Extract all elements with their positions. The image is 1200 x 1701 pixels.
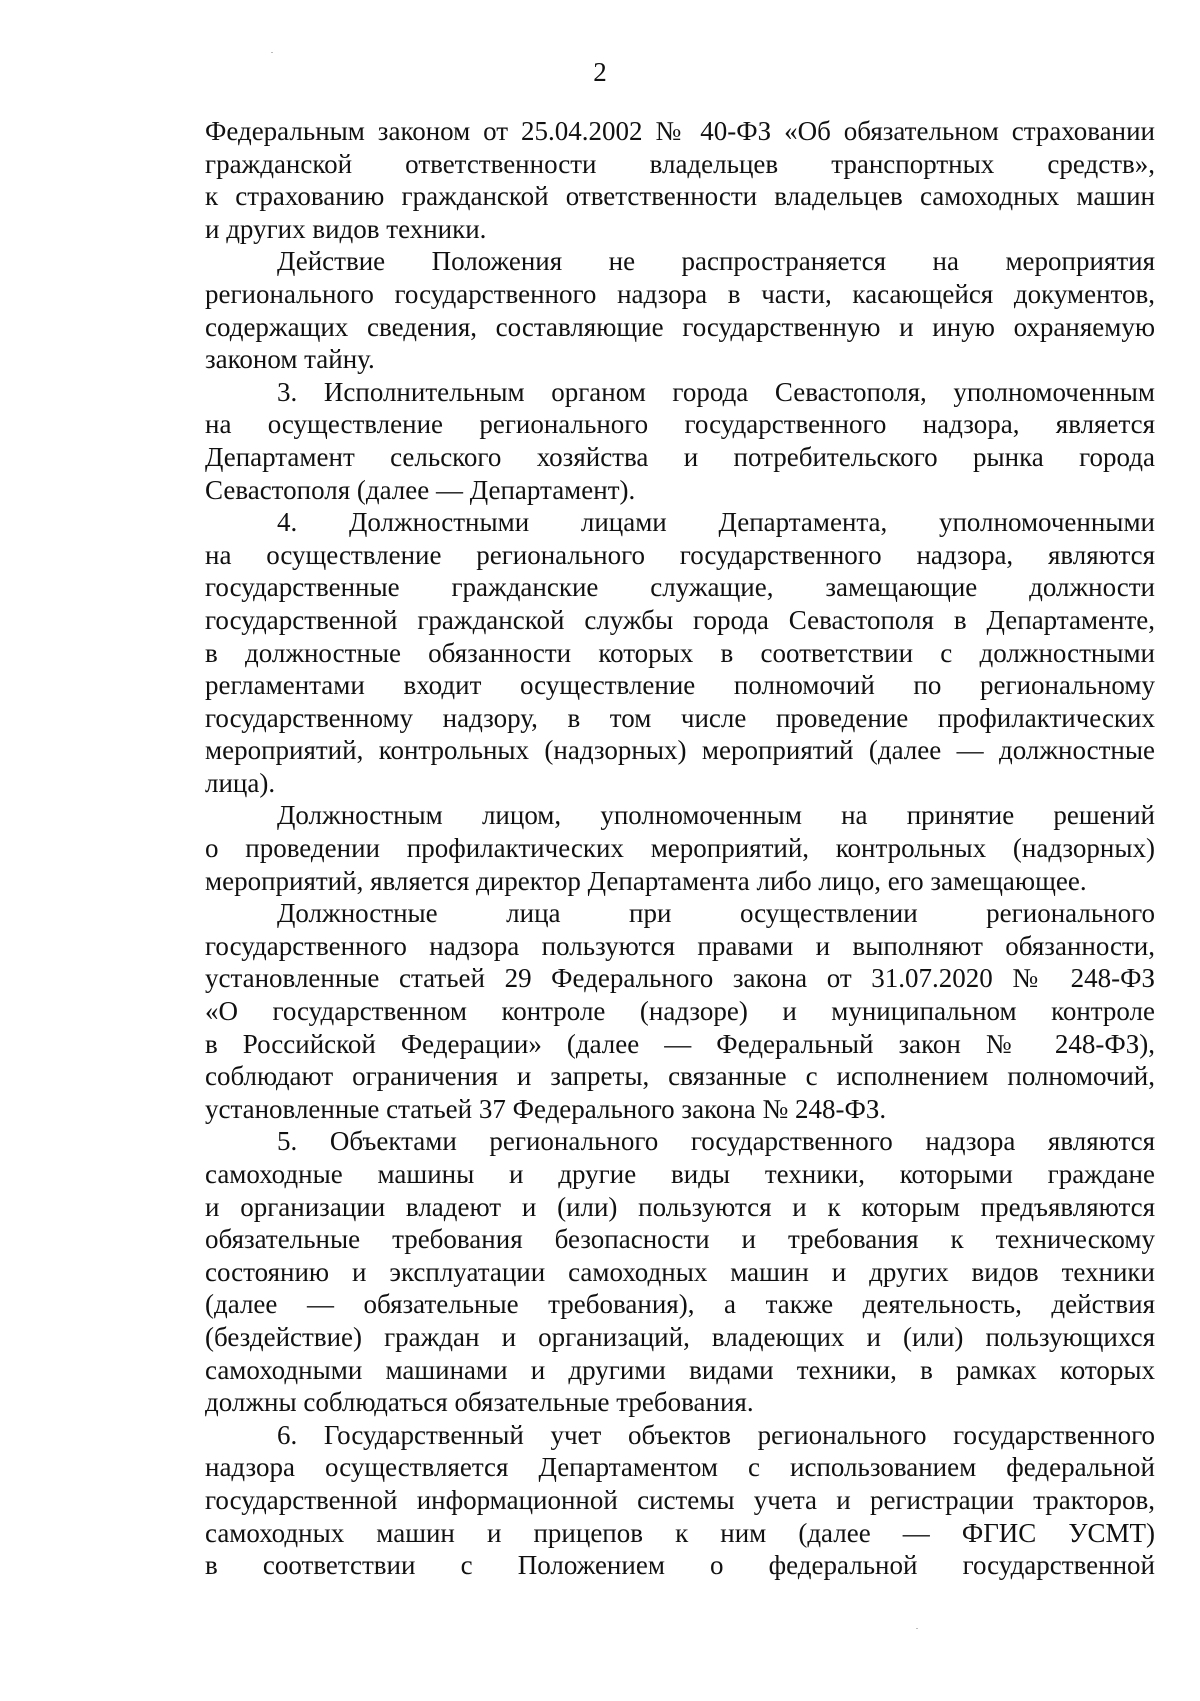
text-line: должны соблюдаться обязательные требования. bbox=[205, 1387, 754, 1418]
text-line: Севастополя (далее — Департамент). bbox=[205, 474, 636, 505]
text-line: законом тайну. bbox=[205, 344, 375, 375]
text-line: соблюдают ограничения и запреты, связанные с исполнением полномочий, bbox=[205, 1061, 1155, 1092]
text-line: Действие Положения не распространяется на мероприятия bbox=[277, 246, 1155, 277]
text-line: самоходными машинами и другими видами техники, в рамках которых bbox=[205, 1354, 1155, 1385]
text-line: установленные статьей 29 Федерального закона от 31.07.2020 № 248-ФЗ bbox=[205, 963, 1155, 994]
text-line: мероприятий, является директор Департамента либо лицо, его замещающее. bbox=[205, 865, 1087, 896]
text-line: (бездействие) граждан и организаций, владеющих и (или) пользующихся bbox=[205, 1321, 1155, 1352]
text-line: в Российской Федерации» (далее — Федеральный закон № 248-ФЗ), bbox=[205, 1028, 1155, 1059]
paragraph bbox=[205, 376, 1155, 506]
text-line: установленные статьей 37 Федерального закона № 248-ФЗ. bbox=[205, 1093, 887, 1124]
text-line: о проведении профилактических мероприятий, контрольных (надзорных) bbox=[205, 833, 1155, 864]
text-line: гражданской ответственности владельцев транспортных средств», bbox=[205, 148, 1155, 179]
document-body bbox=[205, 115, 1155, 1582]
text-line: 4. Должностными лицами Департамента, уполномоченными bbox=[277, 507, 1155, 538]
text-line: в соответствии с Положением о федеральной государственной bbox=[205, 1550, 1155, 1581]
text-line: лица). bbox=[205, 767, 276, 798]
page-number: 2 bbox=[593, 57, 607, 87]
text-line: регионального государственного надзора в части, касающейся документов, bbox=[205, 278, 1155, 309]
text-line: Федеральным законом от 25.04.2002 № 40-ФЗ «Об обязательном страховании bbox=[205, 116, 1155, 146]
text-line: государственные гражданские служащие, замещающие должности bbox=[205, 572, 1155, 603]
text-line: самоходные машины и другие виды техники, которыми граждане bbox=[205, 1159, 1155, 1189]
text-line: в должностные обязанности которых в соответствии с должностными bbox=[205, 637, 1155, 668]
text-line: регламентами входит осуществление полномочий по региональному bbox=[205, 670, 1155, 701]
paragraph bbox=[205, 799, 1155, 897]
paragraph bbox=[205, 506, 1155, 799]
paragraph bbox=[205, 245, 1155, 375]
text-line: к страхованию гражданской ответственности владельцев самоходных машин bbox=[205, 181, 1155, 212]
text-line: 6. Государственный учет объектов регионального государственного bbox=[277, 1419, 1155, 1450]
text-line: обязательные требования безопасности и требования к техническому bbox=[205, 1224, 1155, 1255]
text-line: государственной информационной системы учета и регистрации тракторов, bbox=[205, 1484, 1155, 1515]
scan-speck bbox=[916, 1628, 918, 1629]
text-line: на осуществление регионального государственного надзора, являются bbox=[205, 539, 1155, 570]
scan-speck bbox=[271, 52, 273, 53]
text-line: самоходных машин и прицепов к ним (далее — ФГИС УСМТ) bbox=[205, 1517, 1155, 1548]
text-line: состоянию и эксплуатации самоходных машин и других видов техники bbox=[205, 1256, 1155, 1287]
text-line: мероприятий, контрольных (надзорных) мероприятий (далее — должностные bbox=[205, 735, 1155, 766]
text-line: 5. Объектами регионального государственного надзора являются bbox=[277, 1126, 1155, 1157]
text-line: государственной гражданской службы города Севастополя в Департаменте, bbox=[205, 604, 1155, 635]
text-line: 3. Исполнительным органом города Севастополя, уполномоченным bbox=[277, 376, 1155, 407]
paragraph bbox=[205, 115, 1155, 245]
text-line: на осуществление регионального государственного надзора, является bbox=[205, 409, 1155, 440]
text-line: Департамент сельского хозяйства и потребительского рынка города bbox=[205, 441, 1155, 472]
text-line: Должностным лицом, уполномоченным на принятие решений bbox=[277, 800, 1155, 831]
paragraph bbox=[205, 1419, 1155, 1582]
text-line: государственному надзору, в том числе проведение профилактических bbox=[205, 702, 1155, 733]
text-line: и других видов техники. bbox=[205, 213, 487, 244]
text-line: содержащих сведения, составляющие государственную и иную охраняемую bbox=[205, 311, 1155, 342]
text-line: государственного надзора пользуются правами и выполняют обязанности, bbox=[205, 930, 1155, 961]
text-line: и организации владеют и (или) пользуются и к которым предъявляются bbox=[205, 1191, 1155, 1222]
text-line: (далее — обязательные требования), а также деятельность, действия bbox=[205, 1289, 1155, 1320]
text-line: Должностные лица при осуществлении регионального bbox=[277, 898, 1155, 929]
text-line: «О государственном контроле (надзоре) и муниципальном контроле bbox=[205, 996, 1155, 1027]
paragraph bbox=[205, 1125, 1155, 1418]
paragraph bbox=[205, 897, 1155, 1125]
text-line: надзора осуществляется Департаментом с использованием федеральной bbox=[205, 1452, 1155, 1483]
